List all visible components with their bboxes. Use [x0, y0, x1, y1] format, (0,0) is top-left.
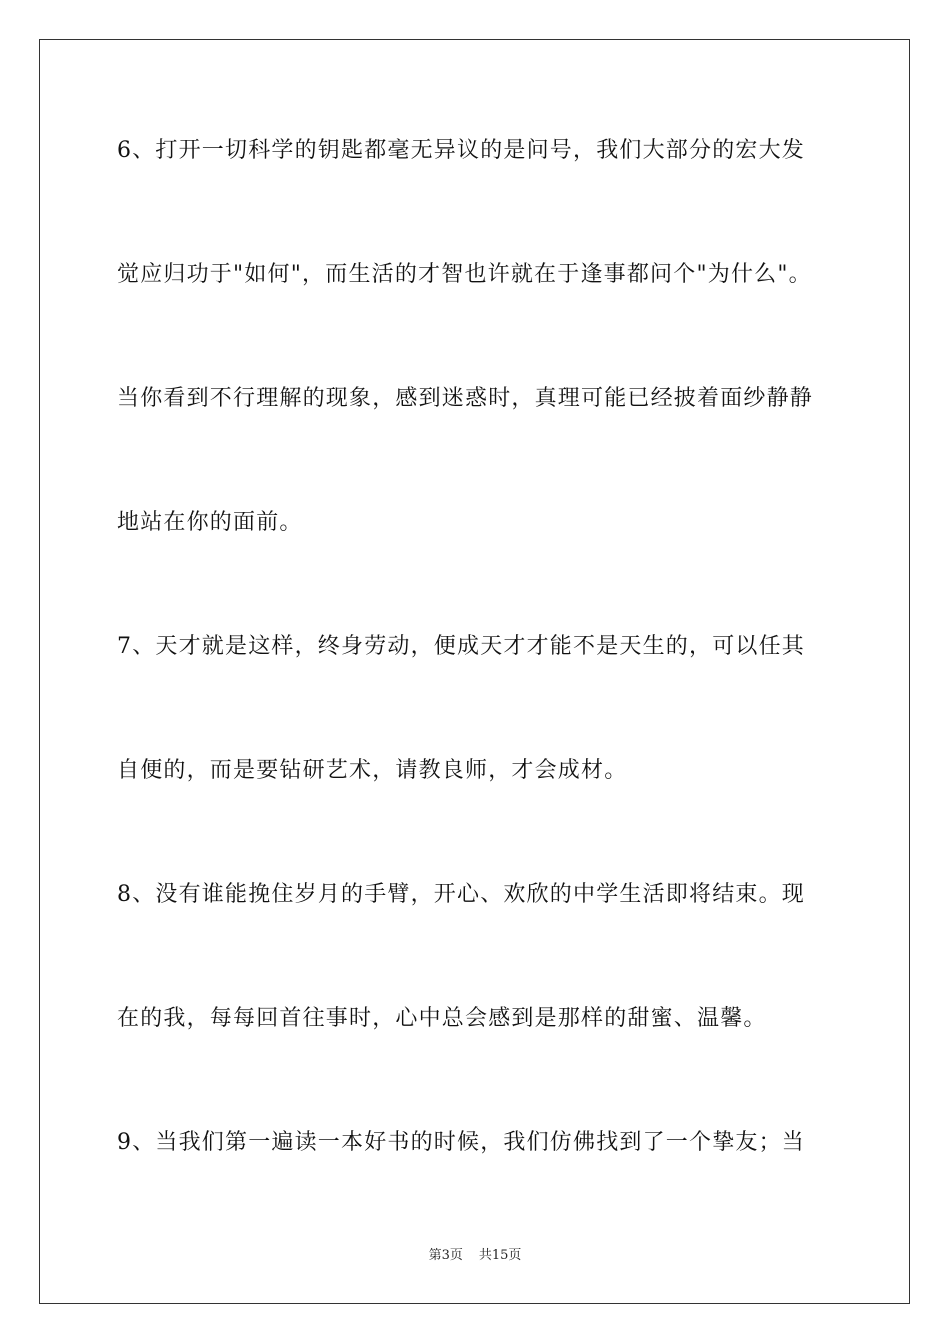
paragraph-line: 9、当我们第一遍读一本好书的时候，我们仿佛找到了一个挚友；当: [117, 1130, 805, 1155]
paragraph-line: 7、天才就是这样，终身劳动，便成天才才能不是天生的，可以任其: [117, 634, 805, 659]
page-total: 共15页: [478, 1248, 522, 1263]
paragraph-line: 当你看到不行理解的现象，感到迷惑时，真理可能已经披着面纱静静: [117, 386, 814, 411]
page-number: 第3页: [428, 1248, 463, 1263]
page-footer: [0, 1247, 950, 1265]
paragraph-line: 在的我，每每回首往事时，心中总会感到是那样的甜蜜、温馨。: [117, 1006, 767, 1031]
page-border: [39, 39, 910, 1304]
paragraph-line: 6、打开一切科学的钥匙都毫无异议的是问号，我们大部分的宏大发: [117, 138, 805, 163]
paragraph-line: 8、没有谁能挽住岁月的手臂，开心、欢欣的中学生活即将结束。现: [117, 882, 805, 907]
paragraph-line: 自便的，而是要钻研艺术，请教良师，才会成材。: [117, 758, 628, 783]
paragraph-line: 觉应归功于"如何"，而生活的才智也许就在于逢事都问个"为什么"。: [117, 262, 812, 287]
paragraph-line: 地站在你的面前。: [117, 510, 303, 535]
